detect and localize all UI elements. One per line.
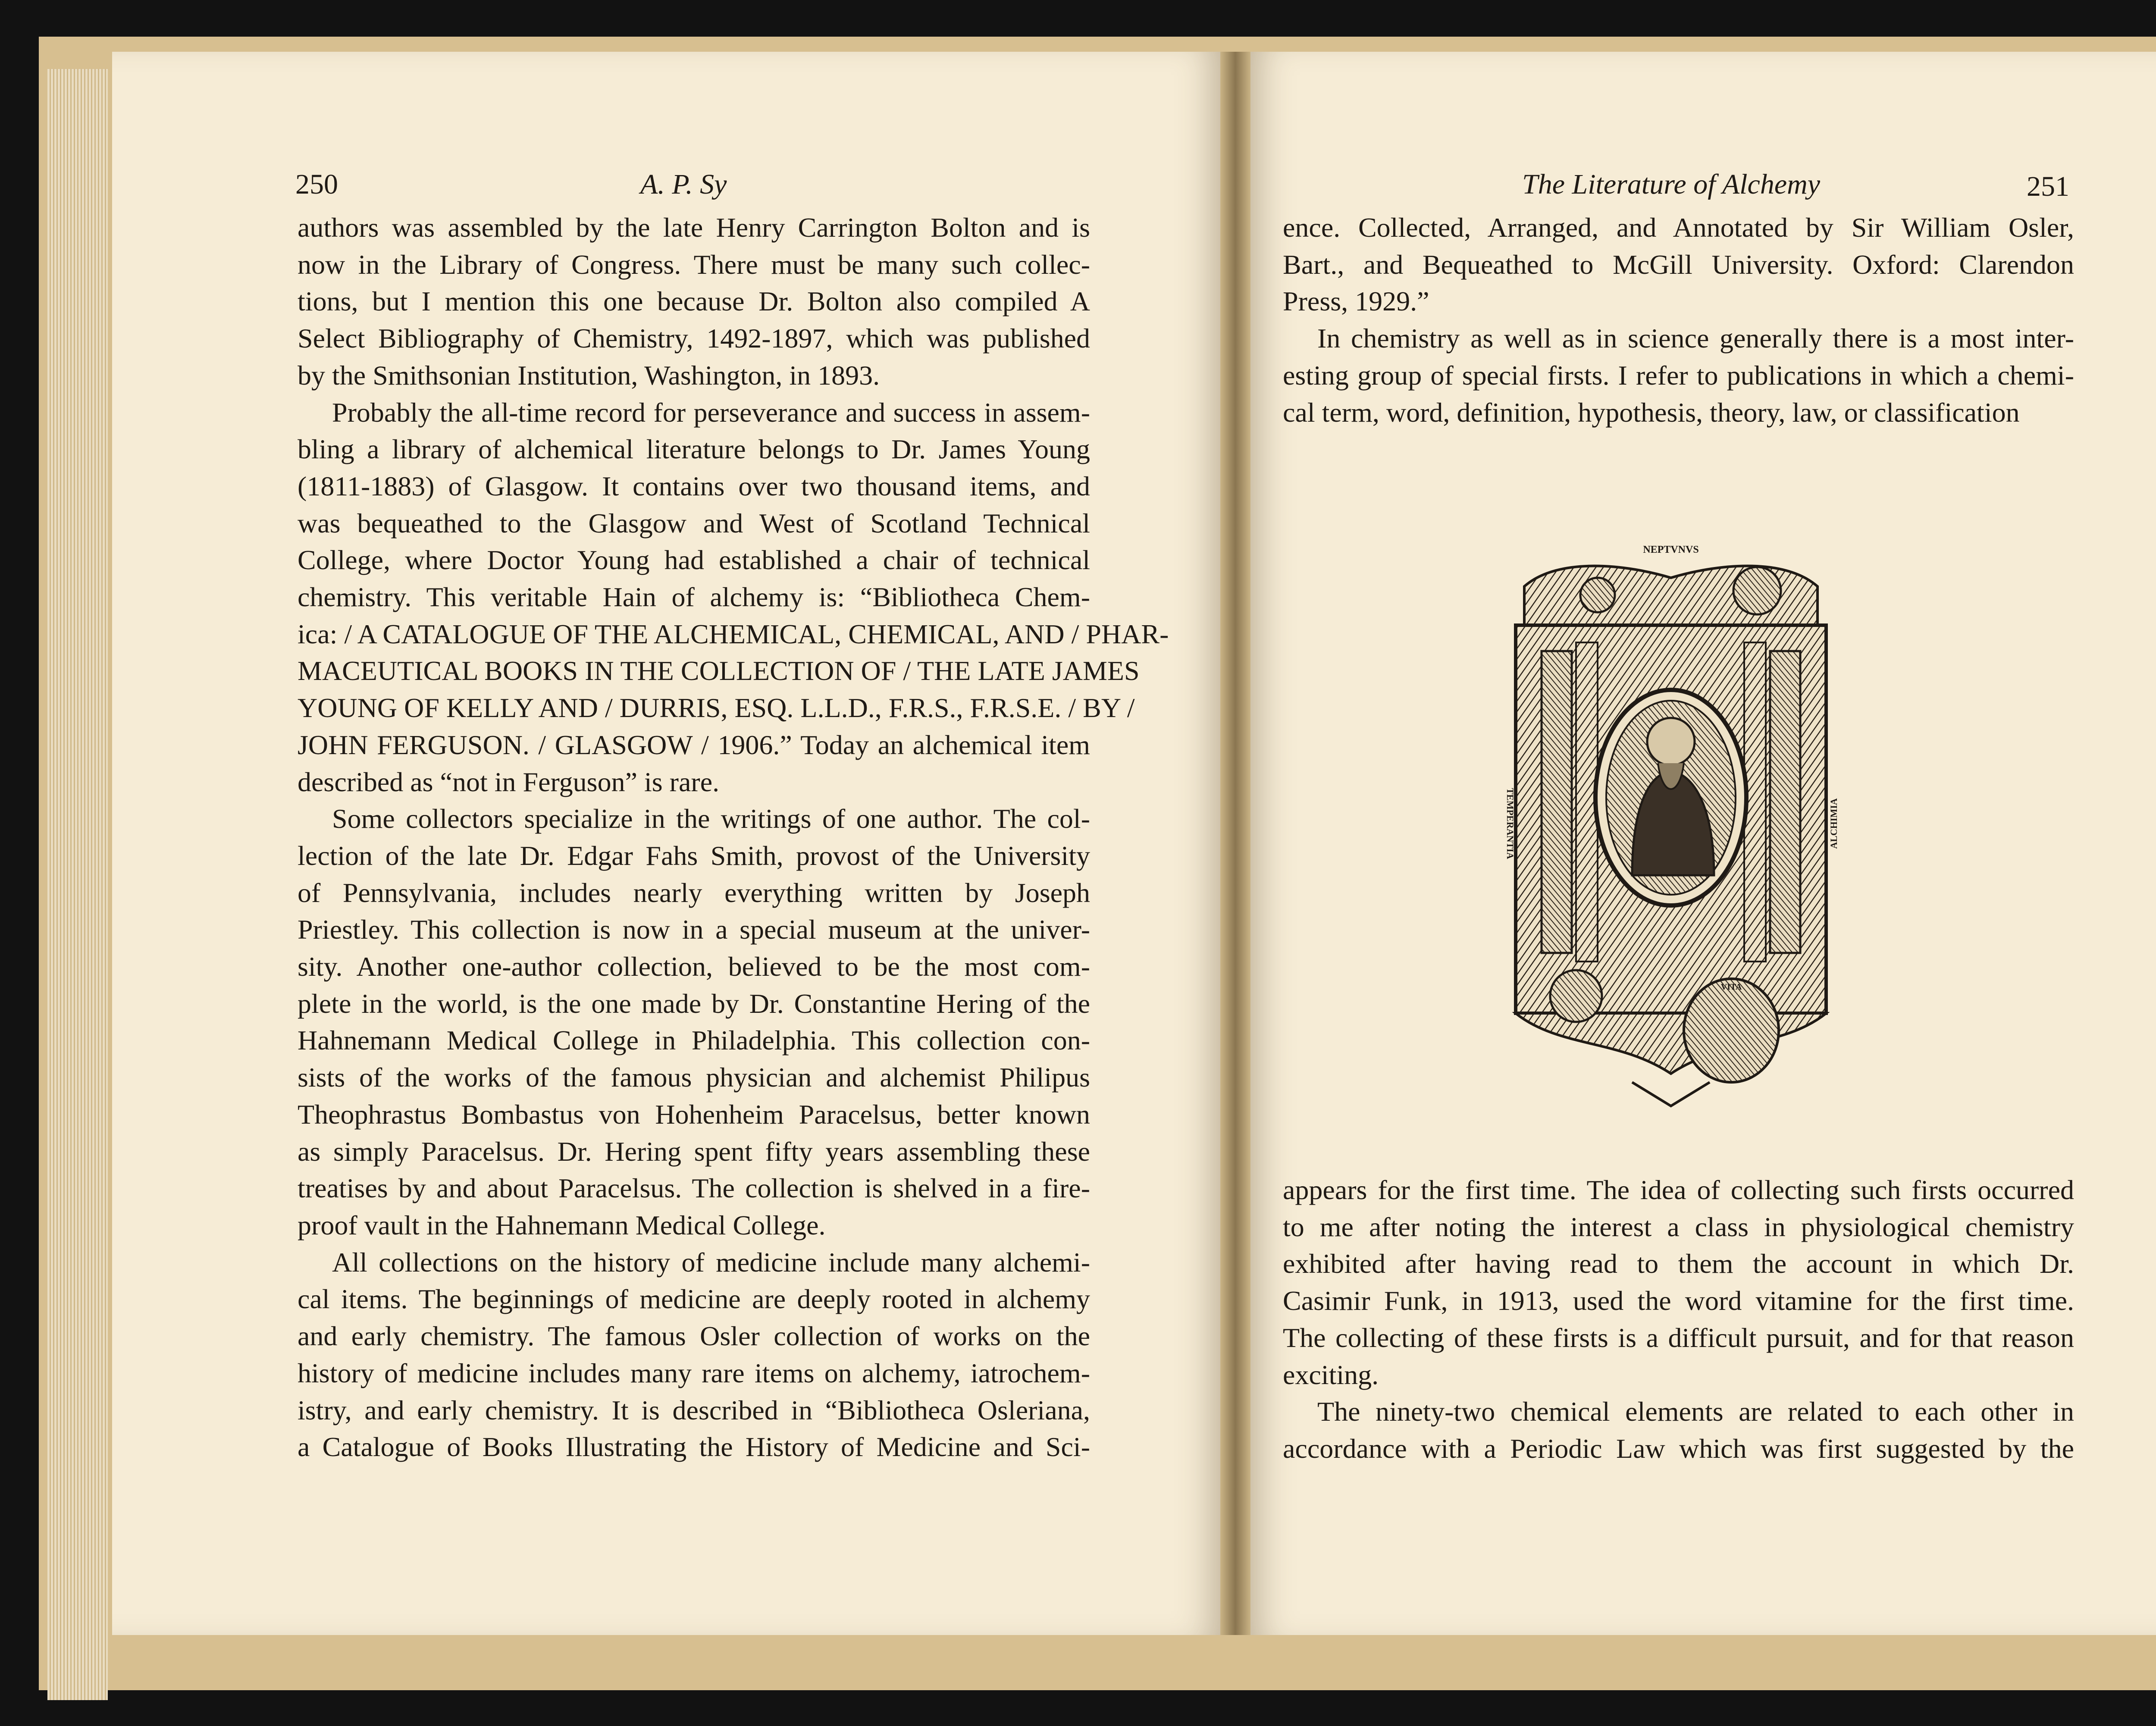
text-line: accordance with a Periodic Law which was first suggested by the [1283, 1433, 2074, 1464]
woodcut-engraving [1490, 539, 1852, 1110]
text-line: exciting. [1283, 1359, 1379, 1390]
right-running-head: The Literature of Alchemy [1522, 169, 1821, 200]
right-page-text-top [1283, 209, 2074, 431]
text-line: Some collectors specialize in the writings of one author. The col- [332, 803, 1090, 834]
text-line: proof vault in the Hahnemann Medical College. [298, 1209, 826, 1240]
text-line: The ninety-two chemical elements are related to each other in [1317, 1396, 2074, 1427]
right-page-number: 251 [2027, 171, 2069, 202]
text-line: Hahnemann Medical College in Philadelphia. This collection con- [298, 1025, 1090, 1056]
text-line: MACEUTICAL BOOKS IN THE COLLECTION OF / THE LATE JAMES [298, 655, 1140, 686]
text-line: authors was assembled by the late Henry Carrington Bolton and is [298, 212, 1090, 243]
text-line: plete in the world, is the one made by Dr. Constantine Hering of the [298, 988, 1090, 1019]
text-line: and early chemistry. The famous Osler collection of works on the [298, 1321, 1090, 1352]
text-line: tions, but I mention this one because Dr. Bolton also compiled A [298, 286, 1090, 317]
text-line: ence. Collected, Arranged, and Annotated by Sir William Osler, [1283, 212, 2074, 243]
text-line: described as “not in Ferguson” is rare. [298, 766, 720, 797]
text-line: cal items. The beginnings of medicine are deeply rooted in alchemy [298, 1284, 1090, 1315]
text-line: history of medicine includes many rare items on alchemy, iatrochem- [298, 1357, 1090, 1388]
text-line: Press, 1929.” [1283, 286, 1429, 317]
text-line: JOHN FERGUSON. / GLASGOW / 1906.” Today an alchemical item [298, 729, 1090, 760]
text-line: All collections on the history of medicine include many alchemi- [332, 1247, 1090, 1278]
text-line: Bart., and Bequeathed to McGill University. Oxford: Clarendon [1283, 249, 2074, 280]
woodcut-illustration [1490, 539, 1852, 1110]
text-line: as simply Paracelsus. Dr. Hering spent fifty years assembling these [298, 1136, 1090, 1167]
figure-bottom-label: VITA [1720, 982, 1742, 992]
text-line: esting group of special firsts. I refer to publications in which a chemi- [1283, 360, 2074, 391]
left-page-number: 250 [295, 169, 338, 200]
text-line: by the Smithsonian Institution, Washington, in 1893. [298, 360, 880, 391]
text-line: exhibited after having read to them the account in which Dr. [1283, 1248, 2074, 1279]
text-line: ica: / A CATALOGUE OF THE ALCHEMICAL, CHEMICAL, AND / PHAR- [298, 618, 1169, 649]
text-line: cal term, word, definition, hypothesis, theory, law, or classification [1283, 397, 2020, 428]
text-line: Theophrastus Bombastus von Hohenheim Paracelsus, better known [298, 1099, 1090, 1130]
right-page-text-bottom [1283, 1172, 2074, 1467]
text-line: chemistry. This veritable Hain of alchemy is: “Bibliotheca Chem- [298, 582, 1090, 613]
text-line: lection of the late Dr. Edgar Fahs Smith, provost of the University [298, 840, 1090, 871]
text-line: In chemistry as well as in science generally there is a most inter- [1317, 323, 2074, 354]
text-line: appears for the first time. The idea of collecting such firsts occurred [1283, 1175, 2074, 1205]
text-line: Probably the all-time record for perseverance and success in assem- [332, 397, 1090, 428]
text-line: College, where Doctor Young had established a chair of technical [298, 545, 1090, 576]
text-line: of Pennsylvania, includes nearly everything written by Joseph [298, 877, 1090, 908]
text-line: Priestley. This collection is now in a special museum at the univer- [298, 914, 1090, 945]
text-line: Select Bibliography of Chemistry, 1492-1897, which was published [298, 323, 1090, 354]
text-line: now in the Library of Congress. There must be many such collec- [298, 249, 1090, 280]
book-gutter [1220, 52, 1250, 1635]
text-line: bling a library of alchemical literature belongs to Dr. James Young [298, 434, 1090, 465]
figure-right-label: ALCHIMIA [1828, 798, 1839, 849]
text-line: YOUNG OF KELLY AND / DURRIS, ESQ. L.L.D., F.R.S., F.R.S.E. / BY / [298, 692, 1135, 724]
text-line: to me after noting the interest a class in physiological chemistry [1283, 1211, 2074, 1242]
text-line: (1811-1883) of Glasgow. It contains over two thousand items, and [298, 470, 1090, 501]
figure-left-label: TEMPERANTIA [1505, 788, 1516, 859]
left-page-edges [47, 69, 108, 1700]
text-line: a Catalogue of Books Illustrating the History of Medicine and Sci- [298, 1432, 1090, 1463]
text-line: Casimir Funk, in 1913, used the word vitamine for the first time. [1283, 1285, 2074, 1316]
left-running-head: A. P. Sy [640, 169, 727, 200]
text-line: sity. Another one-author collection, believed to be the most com- [298, 951, 1090, 982]
text-line: treatises by and about Paracelsus. The collection is shelved in a fire- [298, 1173, 1090, 1204]
text-line: sists of the works of the famous physician and alchemist Philipus [298, 1062, 1090, 1093]
text-line: The collecting of these firsts is a difficult pursuit, and for that reason [1283, 1322, 2074, 1353]
text-line: was bequeathed to the Glasgow and West of Scotland Technical [298, 507, 1090, 539]
left-page-text [298, 209, 1169, 1466]
text-line: istry, and early chemistry. It is described in “Bibliotheca Osleriana, [298, 1394, 1090, 1425]
figure-top-label: NEPTVNVS [1643, 544, 1699, 555]
